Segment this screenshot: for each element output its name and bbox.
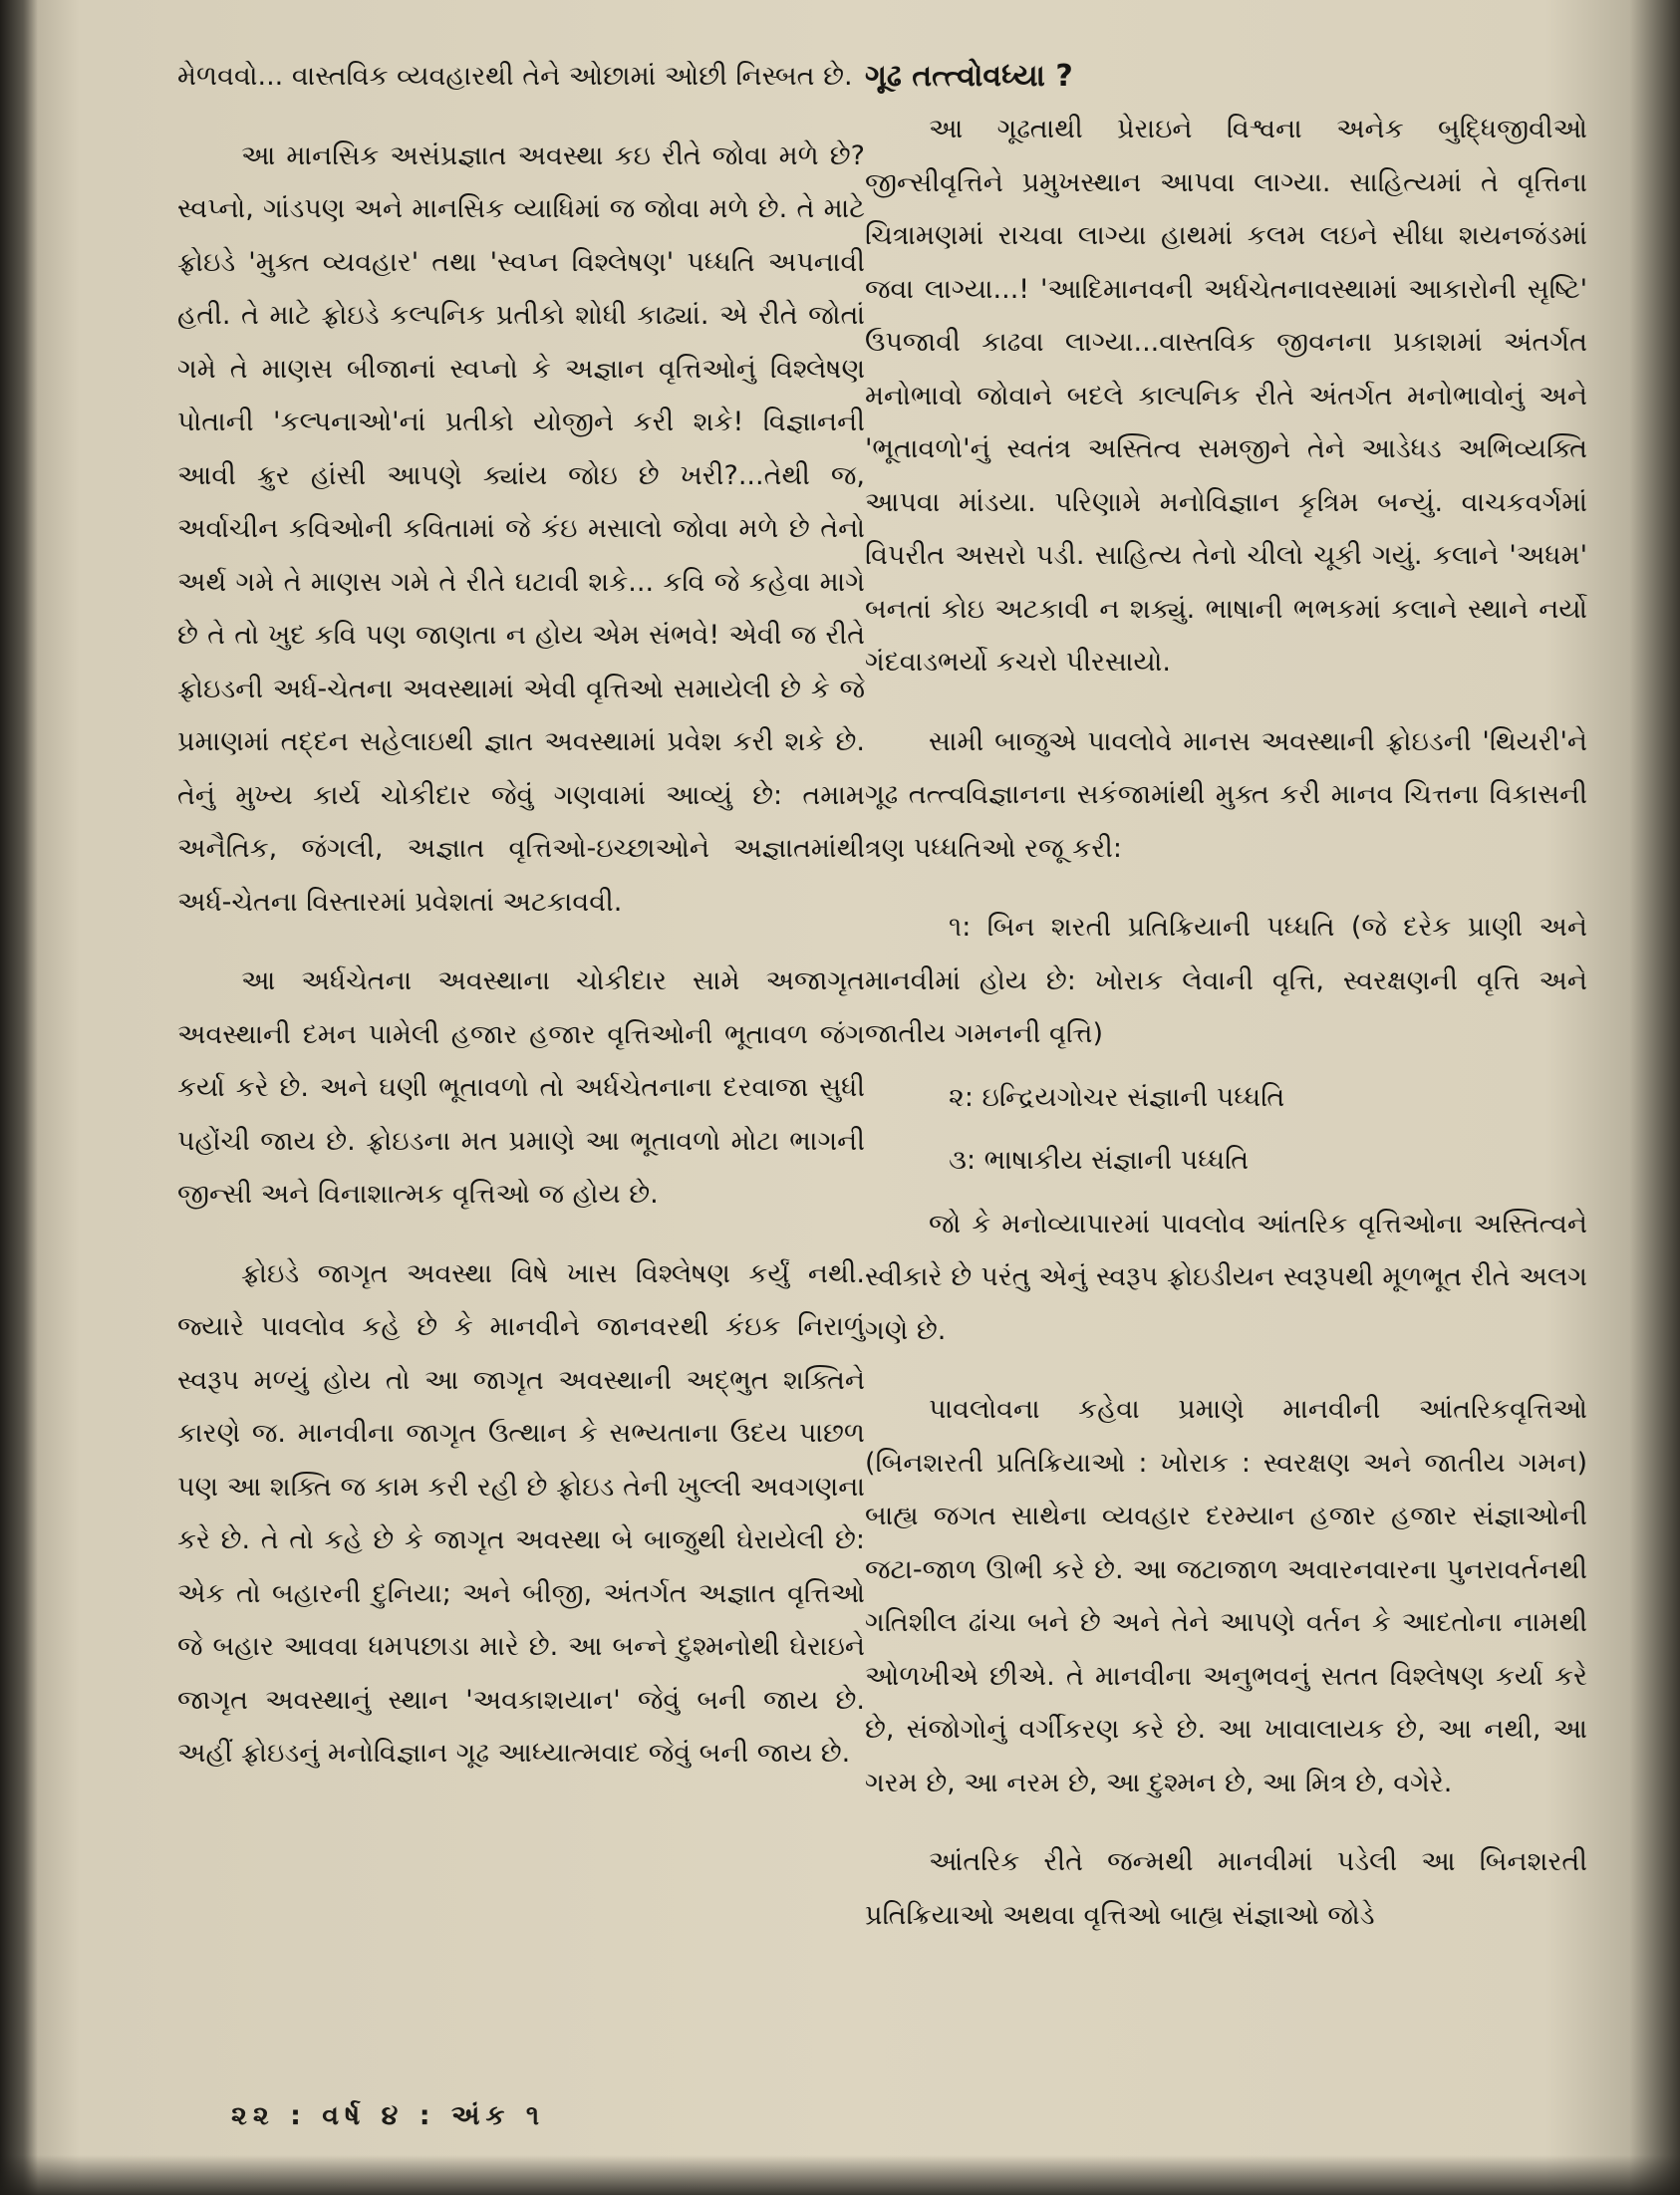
- right-column: [865, 50, 1587, 1968]
- paragraph: આ માનસિક અસંપ્રજ્ઞાત અવસ્થા કઇ રીતે જોવા મળે છે? સ્વપ્નો, ગાંડપણ અને માનસિક વ્યાધિમાં જ જોવા મળે છે. તે માટે ફ્રોઇડે 'મુક્ત વ્યવહાર' તથા 'સ્વપ્ન વિશ્લેષણ' પધ્ધતિ અપનાવી હતી. તે માટે ફ્રોઇડે કલ્પનિક પ્રતીકો શોધી કાઢ્યાં. એ રીતે જોતાં ગમે તે માણસ બીજાનાં સ્વપ્નો કે અજ્ઞાન વૃત્તિઓનું વિશ્લેષણ પોતાની 'કલ્પનાઓ'નાં પ્રતીકો યોજીને કરી શકે! વિજ્ઞાનની આવી ક્રુર હાંસી આપણે ક્યાંય જોઇ છે ખરી?...તેથી જ, અર્વાચીન કવિઓની કવિતામાં જે કંઇ મસાલો જોવા મળે છે તેનો અર્થ ગમે તે માણસ ગમે તે રીતે ઘટાવી શકે... કવિ જે કહેવા માગે છે તે તો ખુદ કવિ પણ જાણતા ન હોય એમ સંભવે! એવી જ રીતે ફ્રોઇડની અર્ધ-ચેતના અવસ્થામાં એવી વૃત્તિઓ સમાયેલી છે કે જે પ્રમાણમાં તદ્દન સહેલાઇથી જ્ઞાત અવસ્થામાં પ્રવેશ કરી શકે છે. તેનું મુખ્ય કાર્ય ચોકીદાર જેવું ગણવામાં આવ્યું છે: તમામ અનૈતિક, જંગલી, અજ્ઞાત વૃત્તિઓ-ઇચ્છાઓને અજ્ઞાતમાંથી અર્ધ-ચેતના વિસ્તારમાં પ્રવેશતાં અટકાવવી.: [177, 139, 865, 918]
- list-item: ૧: બિન શરતી પ્રતિક્રિયાની પધ્ધતિ (જે દરેક પ્રાણી અને માનવીમાં હોય છે: ખોરાક લેવાની વૃત્તિ, સ્વરક્ષણની વૃત્તિ અને જાતીય ગમનની વૃત્તિ): [865, 912, 1587, 1049]
- paragraph: જો કે મનોવ્યાપારમાં પાવલોવ આંતરિક વૃત્તિઓના અસ્તિત્વને સ્વીકારે છે પરંતુ એનું સ્વરૂપ ફ્રોઇડીયન સ્વરૂપથી મૂળભૂત રીતે અલગ ગણે છે.: [865, 1208, 1587, 1346]
- paragraph: સામી બાજુએ પાવલોવે માનસ અવસ્થાની ફ્રોઇડની 'થિયરી'ને ગૂઢ તત્ત્વવિજ્ઞાનના સકંજામાંથી મુક્ત કરી માનવ ચિત્તના વિકાસની ત્રણ પધ્ધતિઓ રજૂ કરી:: [865, 725, 1587, 864]
- paragraph: ફ્રોઇડે જાગૃત અવસ્થા વિષે ખાસ વિશ્લેષણ કર્યું નથી. જ્યારે પાવલોવ કહે છે કે માનવીને જાનવરથી કંઇક નિરાળું સ્વરૂપ મળ્યું હોય તો આ જાગૃત અવસ્થાની અદ્ભુત શક્તિને કારણે જ. માનવીના જાગૃત ઉત્થાન કે સભ્યતાના ઉદય પાછળ પણ આ શક્તિ જ કામ કરી રહી છે ફ્રોઇડ તેની ખુલ્લી અવગણના કરે છે. તે તો કહે છે કે જાગૃત અવસ્થા બે બાજુથી ઘેરાયેલી છે: એક તો બહારની દુનિયા; અને બીજી, અંતર્ગત અજ્ઞાત વૃત્તિઓ જે બહાર આવવા ધમપછાડા મારે છે. આ બન્ને દુશ્મનોથી ઘેરાઇને જાગૃત અવસ્થાનું સ્થાન 'અવકાશયાન' જેવું બની જાય છે. અહીં ફ્રોઇડનું મનોવિજ્ઞાન ગૂઢ આધ્યાત્મવાદ જેવું બની જાય છે.: [177, 1257, 865, 1769]
- page-footer: ૨૨ : વર્ષ ૪ : અંક ૧: [231, 2100, 546, 2131]
- paragraph: મેળવવો... વાસ્તવિક વ્યવહારથી તેને ઓછામાં ઓછી નિસ્બત છે.: [177, 61, 853, 92]
- book-spine-shadow: [0, 0, 38, 2195]
- paragraph: આંતરિક રીતે જન્મથી માનવીમાં પડેલી આ બિનશરતી પ્રતિક્રિયાઓ અથવા વૃત્તિઓ બાહ્ય સંજ્ઞાઓ જોડે: [865, 1846, 1587, 1931]
- section-heading: ગૂઢ તત્ત્વોવધ્યા ?: [865, 59, 1073, 94]
- left-column: [177, 50, 865, 1806]
- list-item: ૨: ઇન્દ્રિયગોચર સંજ્ઞાની પધ્ધતિ: [949, 1081, 1285, 1113]
- paragraph: આ અર્ધચેતના અવસ્થાના ચોકીદાર સામે અજાગૃત અવસ્થાની દમન પામેલી હજાર હજાર વૃત્તિઓની ભૂતાવળ જંગ કર્યા કરે છે. અને ઘણી ભૂતાવળો તો અર્ધચેતનાના દરવાજા સુધી પહોંચી જાય છે. ફ્રોઇડના મત પ્રમાણે આ ભૂતાવળો મોટા ભાગની જીન્સી અને વિનાશાત્મક વૃત્તિઓ જ હોય છે.: [177, 965, 865, 1210]
- paragraph: આ ગૂઢતાથી પ્રેરાઇને વિશ્વના અનેક બુદ્ધિજીવીઓ જીન્સીવૃત્તિને પ્રમુખસ્થાન આપવા લાગ્યા. સાહિત્યમાં તે વૃત્તિના ચિત્રામણમાં રાચવા લાગ્યા હાથમાં કલમ લઇને સીધા શયનજંડમાં જવા લાગ્યા...! 'આદિમાનવની અર્ધચેતનાવસ્થામાં આકારોની સૃષ્ટિ' ઉપજાવી કાઢવા લાગ્યા...વાસ્તવિક જીવનના પ્રકાશમાં અંતર્ગત મનોભાવો જોવાને બદલે કાલ્પનિક રીતે અંતર્ગત મનોભાવોનું અને 'ભૂતાવળો'નું સ્વતંત્ર અસ્તિત્વ સમજીને તેને આડેધડ અભિવ્યક્તિ આપવા માંડયા. પરિણામે મનોવિજ્ઞાન કૃત્રિમ બન્યું. વાચકવર્ગમાં વિપરીત અસરો પડી. સાહિત્ય તેનો ચીલો ચૂકી ગયું. કલાને 'અધમ' બનતાં કોઇ અટકાવી ન શક્યું. ભાષાની ભભકમાં કલાને સ્થાને નર્યો ગંદવાડભર્યો કચરો પીરસાયો.: [865, 114, 1587, 678]
- paragraph: પાવલોવના કહેવા પ્રમાણે માનવીની આંતરિકવૃત્તિઓ (બિનશરતી પ્રતિક્રિયાઓ : ખોરાક : સ્વરક્ષણ અને જાતીય ગમન) બાહ્ય જગત સાથેના વ્યવહાર દરમ્યાન હજાર હજાર સંજ્ઞાઓની જટા-જાળ ઊભી કરે છે. આ જટાજાળ અવારનવારના પુનરાવર્તનથી ગતિશીલ ઢાંચા બને છે અને તેને આપણે વર્તન કે આદતોના નામથી ઓળખીએ છીએ. તે માનવીના અનુભવનું સતત વિશ્લેષણ કર્યા કરે છે, સંજોગોનું વર્ગીકરણ કરે છે. આ ખાવાલાયક છે, આ નથી, આ ગરમ છે, આ નરમ છે, આ દુશ્મન છે, આ મિત્ર છે, વગેરે.: [865, 1394, 1587, 1798]
- list-item: ૩: ભાષાકીય સંજ્ઞાની પધ્ધતિ: [949, 1145, 1250, 1176]
